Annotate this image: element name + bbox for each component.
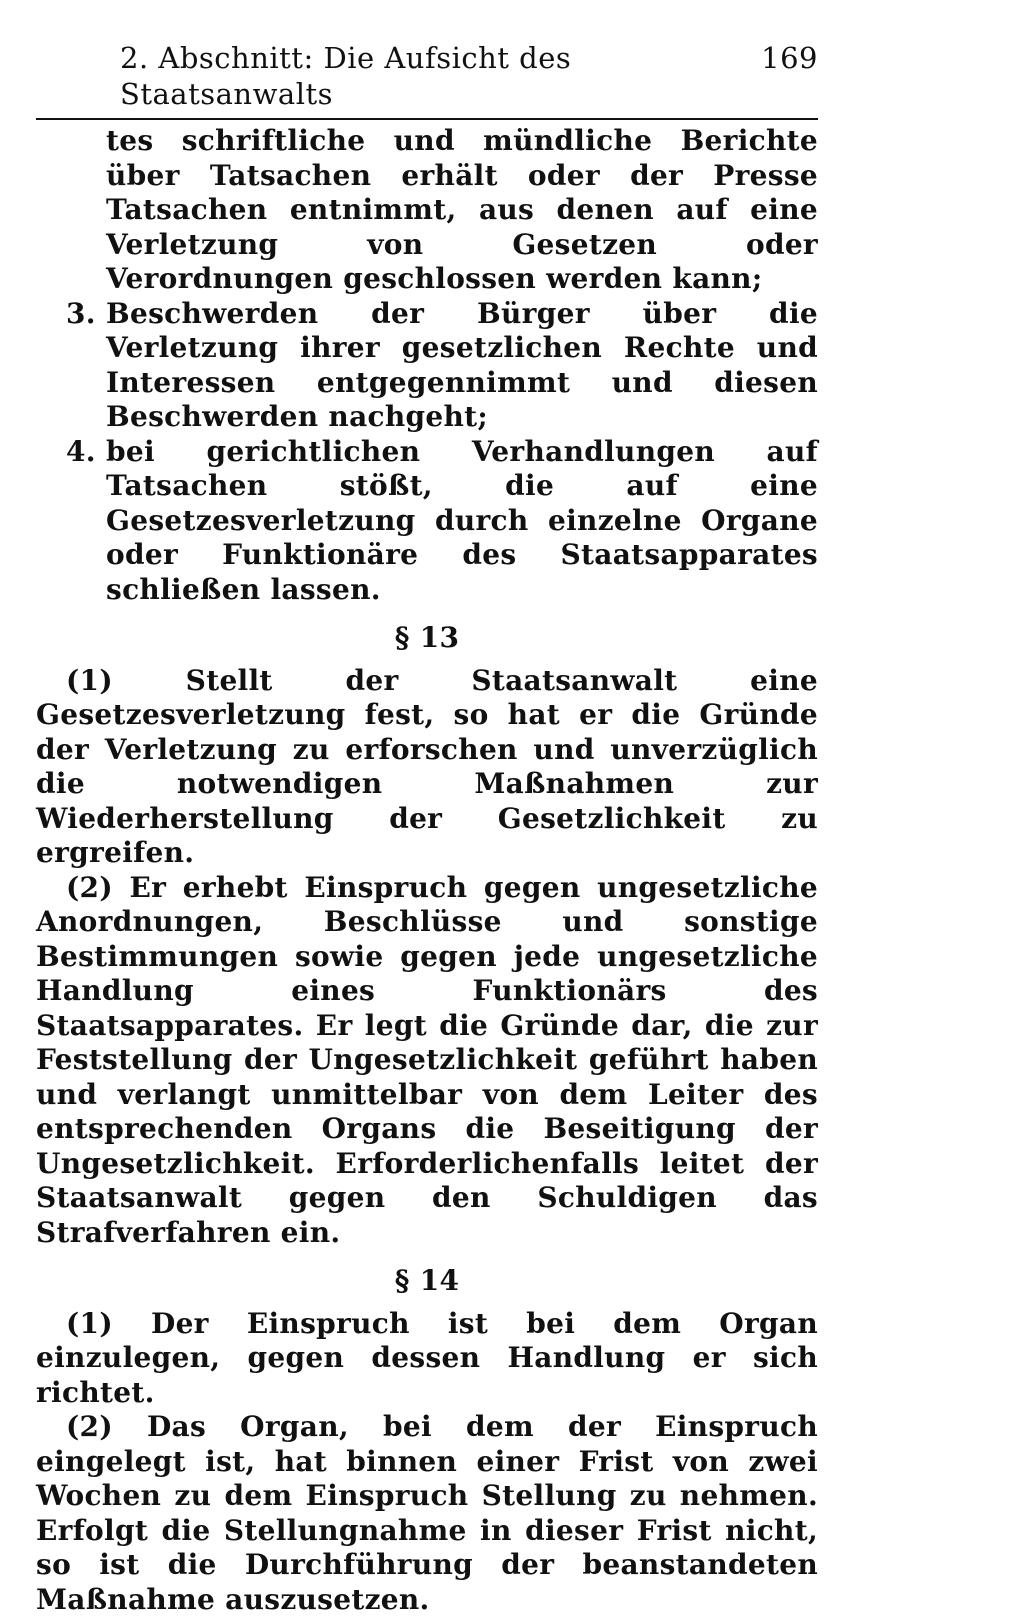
list-item-4 [66,435,818,608]
page-body [36,124,818,1617]
paragraph-14-2: (2) Das Organ, bei dem der Einspruch eingelegt ist, hat binnen einer Frist von zwei Wochen zu dem Einspruch Stellung zu nehmen. Erfolgt die Stellungnahme in dieser Frist nicht, so ist die Durchführung der beanstandeten Maßnahme auszusetzen. [36,1410,818,1616]
list-item-3 [66,297,818,435]
list-item-text: Beschwerden der Bürger über die Verletzung ihrer gesetzlichen Rechte und Interessen entgegennimmt und diesen Beschwerden nachgeht; [106,296,818,433]
book-page [36,40,818,1617]
section-heading-14: § 14 [394,1264,460,1297]
continued-text: tes schriftliche und mündliche Berichte über Tatsachen erhält oder der Presse Tatsachen entnimmt, aus denen auf eine Verletzung von Gesetzen oder Verordnungen geschlossen werden kann; [106,124,818,295]
list-item-number: 3. [66,296,96,330]
running-header [36,40,818,120]
page-number: 169 [761,41,818,75]
list-item-number: 4. [66,434,96,468]
paragraph-13-2: (2) Er erhebt Einspruch gegen ungesetzliche Anordnungen, Beschlüsse und sonstige Bestimmungen sowie gegen jede ungesetzliche Handlung eines Funktionärs des Staatsapparates. Er legt die Gründe dar, die zur Feststellung der Ungesetzlichkeit geführt haben und verlangt unmittelbar von dem Leiter des entsprechenden Organs die Beseitigung der Ungesetzlichkeit. Erforderlichenfalls leitet der Staatsanwalt gegen den Schuldigen das Strafverfahren ein. [36,870,818,1249]
paragraph-14-1: (1) Der Einspruch ist bei dem Organ einzulegen, gegen dessen Handlung er sich richtet. [36,1306,818,1409]
list-item-text: bei gerichtlichen Verhandlungen auf Tatsachen stößt, die auf eine Gesetzesverletzung durch einzelne Organe oder Funktionäre des Staatsapparates schließen lassen. [106,434,818,606]
chapter-title: 2. Abschnitt: Die Aufsicht des Staatsanwalts [120,41,572,111]
section-heading-13: § 13 [394,621,460,654]
paragraph-13-1: (1) Stellt der Staatsanwalt eine Gesetzesverletzung fest, so hat er die Gründe der Verletzung zu erforschen und unverzüglich die notwendigen Maßnahmen zur Wiederherstellung der Gesetzlichkeit zu ergreifen. [36,663,818,869]
